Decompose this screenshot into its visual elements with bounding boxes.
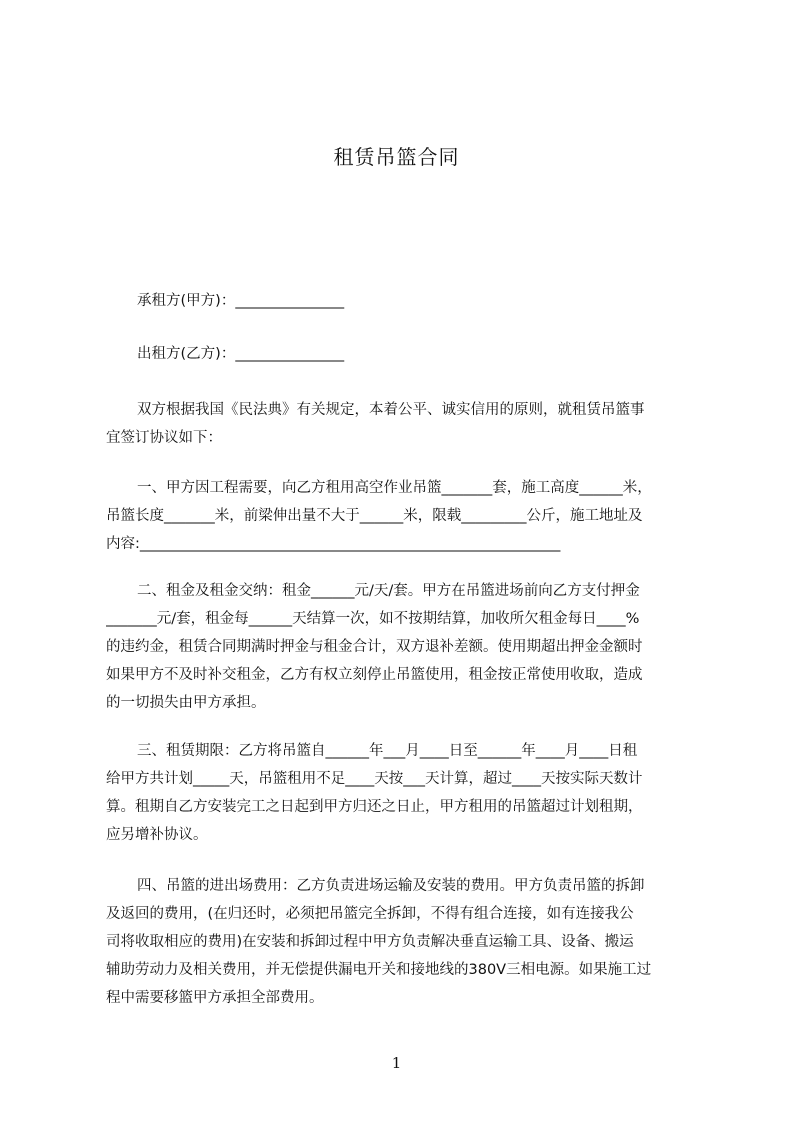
preamble-paragraph <box>106 396 698 452</box>
clause-line: 辅助劳动力及相关费用，并无偿提供漏电开关和接地线的380V三相电源。如果施工过 <box>106 962 652 978</box>
clause-line: 内容:__________________________________________________________ <box>106 536 561 552</box>
clause-line: 三、租赁期限：乙方将吊篮自______年___月____日至______年____月____日租 <box>137 743 638 759</box>
clause-line: 算。租期自乙方安装完工之日起到甲方归还之日止，甲方租用的吊篮超过计划租期， <box>106 799 643 815</box>
preamble-line: 双方根据我国《民法典》有关规定，本着公平、诚实信用的原则，就租赁吊篮事 <box>137 402 645 418</box>
clause-line: 司将收取相应的费用)在安装和拆卸过程中甲方负责解决垂直运输工具、设备、搬运 <box>106 934 634 950</box>
clause-3-paragraph <box>106 737 698 849</box>
clause-line: 的一切损失由甲方承担。 <box>106 695 266 711</box>
clause-1-paragraph <box>106 474 698 558</box>
clause-line: 吊篮长度_______米，前梁伸出量不大于______米，限载_________公斤，施工地址及 <box>106 508 643 524</box>
clause-line: 如果甲方不及时补交租金，乙方有权立刻停止吊篮使用，租金按正常使用收取，造成 <box>106 667 643 683</box>
clause-line: 的违约金，租赁合同期满时押金与租金合计，双方退补差额。使用期超出押金金额时 <box>106 639 643 655</box>
clause-line: 二、租金及租金交纳：租金______元/天/套。甲方在吊篮进场前向乙方支付押金 <box>137 583 640 599</box>
clause-2-paragraph <box>106 577 698 717</box>
clause-line: _______元/套，租金每______天结算一次，如不按期结算，加收所欠租金每日____% <box>106 611 640 627</box>
clause-4-paragraph <box>106 872 698 1012</box>
clause-line: 程中需要移篮甲方承担全部费用。 <box>106 990 324 1006</box>
clause-line: 一、甲方因工程需要，向乙方租用高空作业吊篮_______套，施工高度______米， <box>137 480 652 496</box>
preamble-line: 宜签订协议如下： <box>106 430 222 446</box>
contract-title: 租赁吊篮合同 <box>333 145 460 169</box>
clause-line: 应另增补协议。 <box>106 827 208 843</box>
clause-line: 四、吊篮的进出场费用：乙方负责进场运输及安装的费用。甲方负责吊篮的拆卸 <box>137 878 645 894</box>
lessee-party-line: 承租方(甲方)：_______________ <box>137 293 345 309</box>
clause-line: 给甲方共计划_____天，吊篮租用不足____天按___天计算，超过____天按实际天数计 <box>106 771 643 787</box>
clause-line: 及返回的费用，(在归还时，必须把吊篮完全拆卸，不得有组合连接，如有连接我公 <box>106 906 634 922</box>
lessor-party-line: 出租方(乙方)：_______________ <box>137 346 345 362</box>
page-number: 1 <box>391 1054 402 1072</box>
